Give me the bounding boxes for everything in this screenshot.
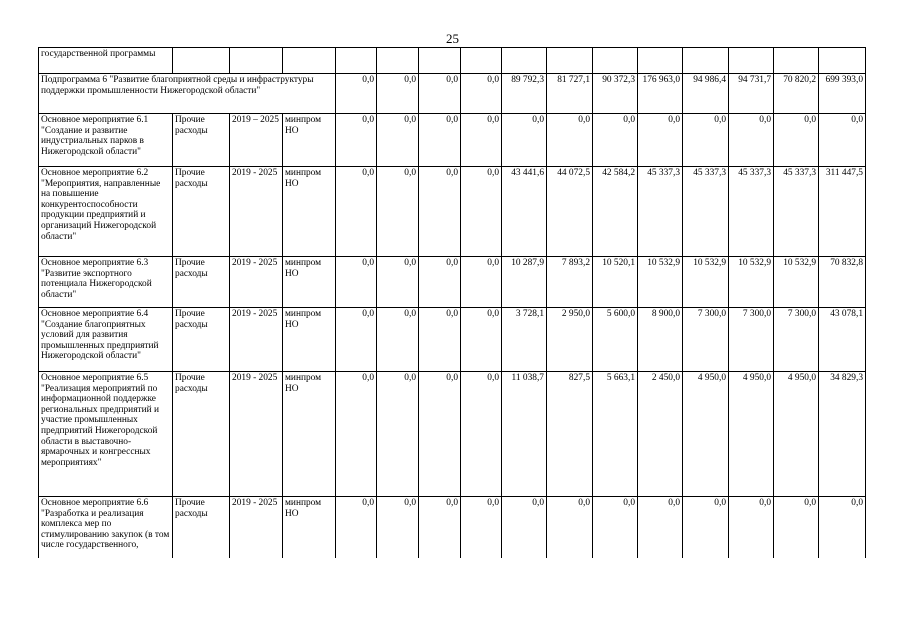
subprogram-value-cell: 0,0 bbox=[377, 74, 419, 114]
value-cell: 7 893,2 bbox=[547, 257, 593, 308]
value-cell: 70 832,8 bbox=[819, 257, 866, 308]
value-cell: 0,0 bbox=[419, 497, 461, 559]
value-cell: 0,0 bbox=[547, 114, 593, 167]
value-cell: 10 287,9 bbox=[502, 257, 547, 308]
period-cell: 2019 - 2025 bbox=[230, 372, 283, 497]
subprogram-label: Подпрограмма 6 "Развитие благоприятной среды и инфраструктуры поддержки промышленности Нижегородской области" bbox=[39, 74, 336, 114]
value-cell: 10 532,9 bbox=[683, 257, 729, 308]
expense-type-cell: Прочие расходы bbox=[173, 114, 230, 167]
subprogram-value-cell: 0,0 bbox=[419, 74, 461, 114]
value-cell: 0,0 bbox=[683, 497, 729, 559]
value-cell: 42 584,2 bbox=[593, 167, 638, 257]
value-cell: 311 447,5 bbox=[819, 167, 866, 257]
subprogram-value-cell: 176 963,0 bbox=[638, 74, 683, 114]
value-cell: 0,0 bbox=[683, 114, 729, 167]
value-cell: 0,0 bbox=[729, 497, 774, 559]
value-cell: 0,0 bbox=[377, 257, 419, 308]
value-cell: 0,0 bbox=[377, 372, 419, 497]
expense-type-cell: Прочие расходы bbox=[173, 257, 230, 308]
value-cell: 45 337,3 bbox=[683, 167, 729, 257]
activity-name-cell: Основное мероприятие 6.5 "Реализация мероприятий по информационной поддержке региональных предприятий и участие промышленных предприятий Нижегородской области в выставочно-ярмарочных и конгрессных мероприятиях" bbox=[39, 372, 173, 497]
table-row bbox=[39, 114, 866, 167]
expense-type-cell: Прочие расходы bbox=[173, 167, 230, 257]
value-cell: 0,0 bbox=[774, 114, 819, 167]
value-cell: 0,0 bbox=[774, 497, 819, 559]
executor-cell: минпром НО bbox=[283, 167, 336, 257]
value-cell: 43 441,6 bbox=[502, 167, 547, 257]
period-cell: 2019 - 2025 bbox=[230, 257, 283, 308]
value-cell: 0,0 bbox=[377, 167, 419, 257]
value-cell: 0,0 bbox=[336, 308, 377, 372]
value-cell: 0,0 bbox=[502, 497, 547, 559]
value-cell: 44 072,5 bbox=[547, 167, 593, 257]
value-cell: 0,0 bbox=[419, 167, 461, 257]
value-cell: 0,0 bbox=[377, 497, 419, 559]
value-cell: 827,5 bbox=[547, 372, 593, 497]
value-cell: 0,0 bbox=[461, 114, 502, 167]
table-row bbox=[39, 497, 866, 559]
period-cell: 2019 - 2025 bbox=[230, 497, 283, 559]
continuation-row bbox=[39, 48, 866, 74]
period-cell: 2019 - 2025 bbox=[230, 308, 283, 372]
value-cell: 0,0 bbox=[336, 372, 377, 497]
value-cell: 0,0 bbox=[377, 114, 419, 167]
subprogram-value-cell: 90 372,3 bbox=[593, 74, 638, 114]
value-cell: 0,0 bbox=[419, 372, 461, 497]
value-cell: 7 300,0 bbox=[683, 308, 729, 372]
executor-cell: минпром НО bbox=[283, 308, 336, 372]
value-cell: 4 950,0 bbox=[683, 372, 729, 497]
value-cell: 0,0 bbox=[461, 257, 502, 308]
value-cell: 10 532,9 bbox=[638, 257, 683, 308]
period-cell: 2019 - 2025 bbox=[230, 167, 283, 257]
value-cell: 0,0 bbox=[336, 257, 377, 308]
page-number: 25 bbox=[446, 31, 459, 46]
value-cell: 10 532,9 bbox=[729, 257, 774, 308]
executor-cell: минпром НО bbox=[283, 257, 336, 308]
value-cell: 5 663,1 bbox=[593, 372, 638, 497]
value-cell: 4 950,0 bbox=[774, 372, 819, 497]
expense-type-cell: Прочие расходы bbox=[173, 308, 230, 372]
value-cell: 0,0 bbox=[819, 114, 866, 167]
subprogram-value-cell: 0,0 bbox=[336, 74, 377, 114]
value-cell: 0,0 bbox=[461, 308, 502, 372]
executor-cell: минпром НО bbox=[283, 497, 336, 559]
table-row bbox=[39, 308, 866, 372]
value-cell: 5 600,0 bbox=[593, 308, 638, 372]
value-cell: 0,0 bbox=[819, 497, 866, 559]
value-cell: 45 337,3 bbox=[774, 167, 819, 257]
activity-name-cell: Основное мероприятие 6.2 "Мероприятия, направленные на повышение конкурентоспособности продукции предприятий и организаций Нижегородской области" bbox=[39, 167, 173, 257]
budget-table bbox=[38, 47, 866, 558]
value-cell: 0,0 bbox=[336, 497, 377, 559]
activity-name-cell: Основное мероприятие 6.1 "Создание и развитие индустриальных парков в Нижегородской области" bbox=[39, 114, 173, 167]
value-cell: 0,0 bbox=[461, 167, 502, 257]
subprogram-value-cell: 94 731,7 bbox=[729, 74, 774, 114]
value-cell: 8 900,0 bbox=[638, 308, 683, 372]
value-cell: 0,0 bbox=[336, 167, 377, 257]
value-cell: 3 728,1 bbox=[502, 308, 547, 372]
activity-name-cell: Основное мероприятие 6.6 "Разработка и реализация комплекса мер по стимулированию закупок (в том числе государственного, bbox=[39, 497, 173, 559]
value-cell: 0,0 bbox=[547, 497, 593, 559]
subprogram-value-cell: 81 727,1 bbox=[547, 74, 593, 114]
value-cell: 0,0 bbox=[419, 308, 461, 372]
value-cell: 2 950,0 bbox=[547, 308, 593, 372]
value-cell: 0,0 bbox=[593, 114, 638, 167]
value-cell: 0,0 bbox=[638, 114, 683, 167]
value-cell: 43 078,1 bbox=[819, 308, 866, 372]
subprogram-value-cell: 699 393,0 bbox=[819, 74, 866, 114]
subprogram-row bbox=[39, 74, 866, 114]
subprogram-value-cell: 70 820,2 bbox=[774, 74, 819, 114]
value-cell: 10 520,1 bbox=[593, 257, 638, 308]
value-cell: 7 300,0 bbox=[774, 308, 819, 372]
expense-type-cell: Прочие расходы bbox=[173, 372, 230, 497]
value-cell: 0,0 bbox=[729, 114, 774, 167]
period-cell: 2019 – 2025 bbox=[230, 114, 283, 167]
subprogram-value-cell: 94 986,4 bbox=[683, 74, 729, 114]
value-cell: 0,0 bbox=[461, 497, 502, 559]
value-cell: 2 450,0 bbox=[638, 372, 683, 497]
table-row bbox=[39, 257, 866, 308]
value-cell: 0,0 bbox=[419, 114, 461, 167]
table-body bbox=[39, 48, 866, 559]
value-cell: 7 300,0 bbox=[729, 308, 774, 372]
subprogram-value-cell: 0,0 bbox=[461, 74, 502, 114]
value-cell: 34 829,3 bbox=[819, 372, 866, 497]
value-cell: 45 337,3 bbox=[729, 167, 774, 257]
activity-name-cell: Основное мероприятие 6.3 "Развитие экспортного потенциала Нижегородской области" bbox=[39, 257, 173, 308]
value-cell: 0,0 bbox=[461, 372, 502, 497]
expense-type-cell: Прочие расходы bbox=[173, 497, 230, 559]
value-cell: 10 532,9 bbox=[774, 257, 819, 308]
value-cell: 0,0 bbox=[336, 114, 377, 167]
value-cell: 0,0 bbox=[419, 257, 461, 308]
value-cell: 0,0 bbox=[502, 114, 547, 167]
table-row bbox=[39, 167, 866, 257]
executor-cell: минпром НО bbox=[283, 114, 336, 167]
activity-name-cell: Основное мероприятие 6.4 "Создание благоприятных условий для развития промышленных предприятий Нижегородской области" bbox=[39, 308, 173, 372]
value-cell: 0,0 bbox=[377, 308, 419, 372]
executor-cell: минпром НО bbox=[283, 372, 336, 497]
subprogram-value-cell: 89 792,3 bbox=[502, 74, 547, 114]
table-row bbox=[39, 372, 866, 497]
value-cell: 45 337,3 bbox=[638, 167, 683, 257]
value-cell: 0,0 bbox=[593, 497, 638, 559]
continuation-cell: государственной программы bbox=[39, 48, 173, 74]
value-cell: 0,0 bbox=[638, 497, 683, 559]
value-cell: 4 950,0 bbox=[729, 372, 774, 497]
value-cell: 11 038,7 bbox=[502, 372, 547, 497]
